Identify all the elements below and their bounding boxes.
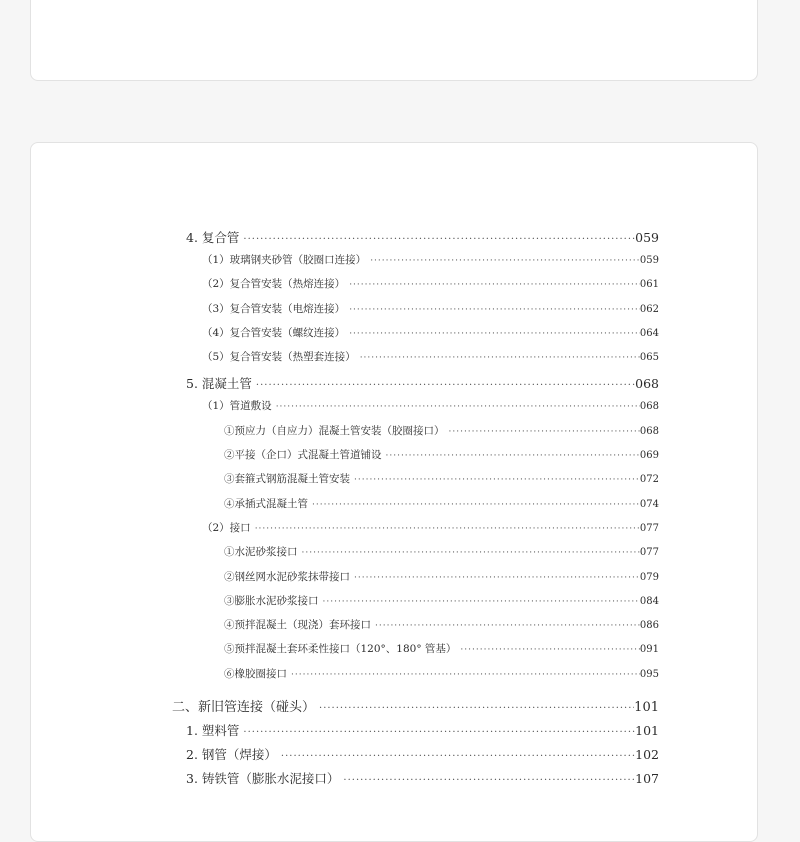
toc-entry-title: （2）接口: [202, 522, 251, 534]
toc-entry-title: 1. 塑料管: [186, 723, 240, 738]
toc-entry[interactable]: [186, 769, 659, 787]
toc-entry[interactable]: [224, 544, 659, 559]
leader-dots: [302, 548, 640, 558]
toc-entry-title: ④承插式混凝土管: [224, 498, 308, 510]
leader-dots: [319, 703, 634, 714]
toc-entry[interactable]: [186, 228, 659, 246]
toc-entry-title: （1）玻璃钢夹砂管（胶圈口连接）: [202, 254, 367, 266]
toc-entry[interactable]: [224, 471, 659, 486]
toc-entry-title: ①水泥砂浆接口: [224, 546, 298, 558]
toc-entry-title: ④预拌混凝土（现浇）套环接口: [224, 619, 371, 631]
toc-entry-page: 065: [639, 352, 659, 363]
toc-entry-title: ②钢丝网水泥砂浆抹带接口: [224, 571, 350, 583]
toc-entry-page: 107: [635, 771, 659, 786]
toc-entry-page: 072: [639, 474, 659, 485]
toc-entry[interactable]: [224, 641, 659, 656]
toc-entry[interactable]: [202, 301, 659, 316]
toc-entry-page: 079: [639, 572, 659, 583]
leader-dots: [360, 353, 640, 363]
toc-entry[interactable]: [202, 398, 659, 413]
toc-entry-title: 4. 复合管: [186, 230, 240, 245]
toc-entry[interactable]: [186, 374, 659, 392]
leader-dots: [449, 427, 640, 437]
leader-dots: [323, 597, 640, 607]
leader-dots: [370, 256, 640, 266]
toc-entry[interactable]: [224, 569, 659, 584]
toc-entry-title: ②平接（企口）式混凝土管道铺设: [224, 449, 382, 461]
leader-dots: [256, 380, 635, 391]
toc-entry-title: ⑤预拌混凝土套环柔性接口（120°、180° 管基）: [224, 643, 457, 655]
toc-entry-page: 059: [635, 230, 659, 245]
toc-entry-page: 101: [634, 700, 659, 715]
toc-entry-title: 2. 钢管（焊接）: [186, 747, 277, 762]
leader-dots: [243, 234, 635, 245]
toc-entry-page: 059: [639, 255, 659, 266]
toc-entry-page: 068: [635, 376, 659, 391]
toc-entry-title: （3）复合管安装（电熔连接）: [202, 303, 346, 315]
leader-dots: [354, 475, 640, 485]
leader-dots: [349, 280, 640, 290]
toc-entry-page: 069: [639, 450, 659, 461]
toc-entry[interactable]: [202, 276, 659, 291]
toc-entry[interactable]: [202, 252, 659, 267]
toc-entry-page: 095: [639, 669, 659, 680]
leader-dots: [349, 305, 640, 315]
leader-dots: [281, 751, 635, 762]
toc-entry-title: ③套箍式钢筋混凝土管安装: [224, 473, 350, 485]
toc-entry-title: 5. 混凝土管: [186, 376, 252, 391]
leader-dots: [243, 727, 635, 738]
toc-entry[interactable]: [224, 447, 659, 462]
toc-entry-page: 061: [639, 279, 659, 290]
toc-entry-page: 077: [639, 523, 659, 534]
leader-dots: [291, 670, 640, 680]
toc-entry-title: 3. 铸铁管（膨胀水泥接口）: [186, 771, 340, 786]
leader-dots: [375, 621, 640, 631]
toc-entry-title: 二、新旧管连接（碰头）: [172, 700, 316, 715]
toc-entry[interactable]: [224, 666, 659, 681]
toc-entry[interactable]: [224, 423, 659, 438]
toc-entry-title: （1）管道敷设: [202, 400, 272, 412]
toc-entry-page: 068: [639, 401, 659, 412]
toc-entry[interactable]: [186, 745, 659, 763]
toc-entry-page: 101: [635, 723, 659, 738]
toc-entry-page: 086: [639, 620, 659, 631]
toc-entry-title: ①预应力（自应力）混凝土管安装（胶圈接口）: [224, 425, 445, 437]
toc-entry-title: （2）复合管安装（热熔连接）: [202, 278, 346, 290]
toc-entry-page: 068: [639, 426, 659, 437]
leader-dots: [349, 329, 640, 339]
toc-entry[interactable]: [172, 696, 659, 715]
toc-entry-title: （4）复合管安装（螺纹连接）: [202, 327, 346, 339]
toc-entry-title: ③膨胀水泥砂浆接口: [224, 595, 319, 607]
toc-entry[interactable]: [224, 496, 659, 511]
toc-entry-page: 062: [639, 304, 659, 315]
toc-entry-title: ⑥橡胶圈接口: [224, 668, 287, 680]
toc-entry-page: 064: [639, 328, 659, 339]
toc-entry[interactable]: [224, 617, 659, 632]
leader-dots: [386, 451, 640, 461]
leader-dots: [460, 645, 639, 655]
toc-entry-title: （5）复合管安装（热塑套连接）: [202, 351, 356, 363]
toc-entry[interactable]: [202, 349, 659, 364]
toc-entry[interactable]: [186, 721, 659, 739]
toc-entry-page: 091: [639, 644, 659, 655]
toc-entry[interactable]: [202, 325, 659, 340]
toc-entry-page: 084: [639, 596, 659, 607]
leader-dots: [354, 573, 640, 583]
toc-entry-page: 102: [635, 747, 659, 762]
previous-page-card: [30, 0, 758, 81]
toc-entry-page: 074: [639, 499, 659, 510]
leader-dots: [343, 775, 635, 786]
leader-dots: [255, 524, 640, 534]
leader-dots: [312, 500, 640, 510]
toc-entry[interactable]: [224, 593, 659, 608]
toc-entry-page: 077: [639, 547, 659, 558]
toc-entry[interactable]: [202, 520, 659, 535]
leader-dots: [276, 402, 640, 412]
